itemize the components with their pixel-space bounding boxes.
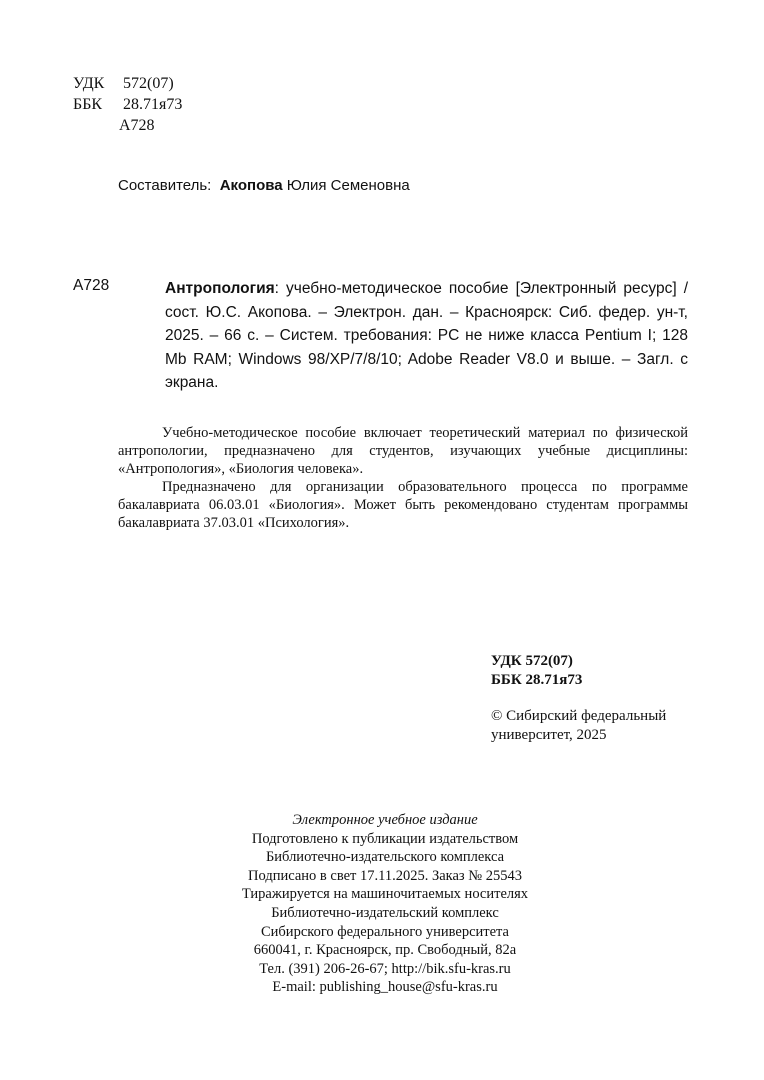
copyright-line-2: университет, 2025: [491, 727, 607, 743]
imprint-line-4: Подписано в свет 17.11.2025. Заказ № 25543: [248, 867, 522, 884]
bbk-bottom: ББК 28.71я73: [491, 672, 583, 688]
author-mark: А728: [119, 117, 155, 134]
classification-block-bottom: [491, 652, 582, 690]
copyright-line-1: © Сибирский федеральный: [491, 708, 667, 724]
bibliographic-code: А728: [73, 277, 110, 294]
edition-type: Электронное учебное издание: [292, 812, 478, 828]
bbk-row: [73, 94, 182, 115]
compiler-given-names: Юлия Семеновна: [286, 177, 410, 194]
classification-block-top: [73, 73, 182, 136]
bibliographic-description: : учебно-методическое пособие [Электронный ресурс] / сост. Ю.С. Акопова. – Электрон. дан. – Красноярск: Сиб. федер. ун-т, 2025. – 66 с. – Систем. требования: PC не ниже класса Pentium I; 128 Mb RAM; Windows 98/XP/7/8/10; Adobe Reader V8.0 и выше. – Загл. с экрана.: [165, 280, 688, 391]
bbk-label: ББК: [73, 96, 103, 113]
imprint-line-5: Тиражируется на машиночитаемых носителях: [241, 886, 529, 903]
imprint-line-3: Библиотечно-издательского комплекса: [265, 849, 505, 866]
bibliographic-record: [165, 277, 688, 395]
imprint-line-9: Тел. (391) 206-26-67; http://bik.sfu-kras.ru: [259, 960, 511, 977]
imprint-line-8: 660041, г. Красноярск, пр. Свободный, 82а: [253, 942, 517, 959]
copyright-notice: [491, 707, 666, 745]
udk-row: [73, 73, 182, 94]
imprint-line-6: Библиотечно-издательский комплекс: [271, 904, 499, 921]
imprint-line-7: Сибирского федерального университета: [261, 923, 509, 940]
compiler-surname: Акопова: [219, 177, 283, 194]
imprint-block: [200, 811, 570, 997]
compiler-label: Составитель:: [118, 177, 212, 194]
imprint-line-2: Подготовлено к публикации издательством: [251, 830, 519, 847]
abstract: [118, 424, 688, 532]
bbk-value: 28.71я73: [123, 96, 183, 113]
compiler-line: [118, 177, 410, 194]
abstract-paragraph-1: Учебно-методическое пособие включает теоретический материал по физической антропологии, предназначено для студентов, изучающих учебные дисциплины: «Антропология», «Биология человека».: [118, 425, 688, 477]
udk-bottom: УДК 572(07): [491, 653, 573, 669]
abstract-paragraph-2: Предназначено для организации образовательного процесса по программе бакалавриата 06.03.01 «Биология». Может быть рекомендовано студентам программы бакалавриата 37.03.01 «Психология».: [118, 479, 688, 531]
book-title: Антропология: [165, 280, 275, 297]
imprint-line-10: E-mail: publishing_house@sfu-kras.ru: [272, 979, 498, 996]
udk-label: УДК: [73, 75, 105, 92]
udk-value: 572(07): [123, 75, 174, 92]
